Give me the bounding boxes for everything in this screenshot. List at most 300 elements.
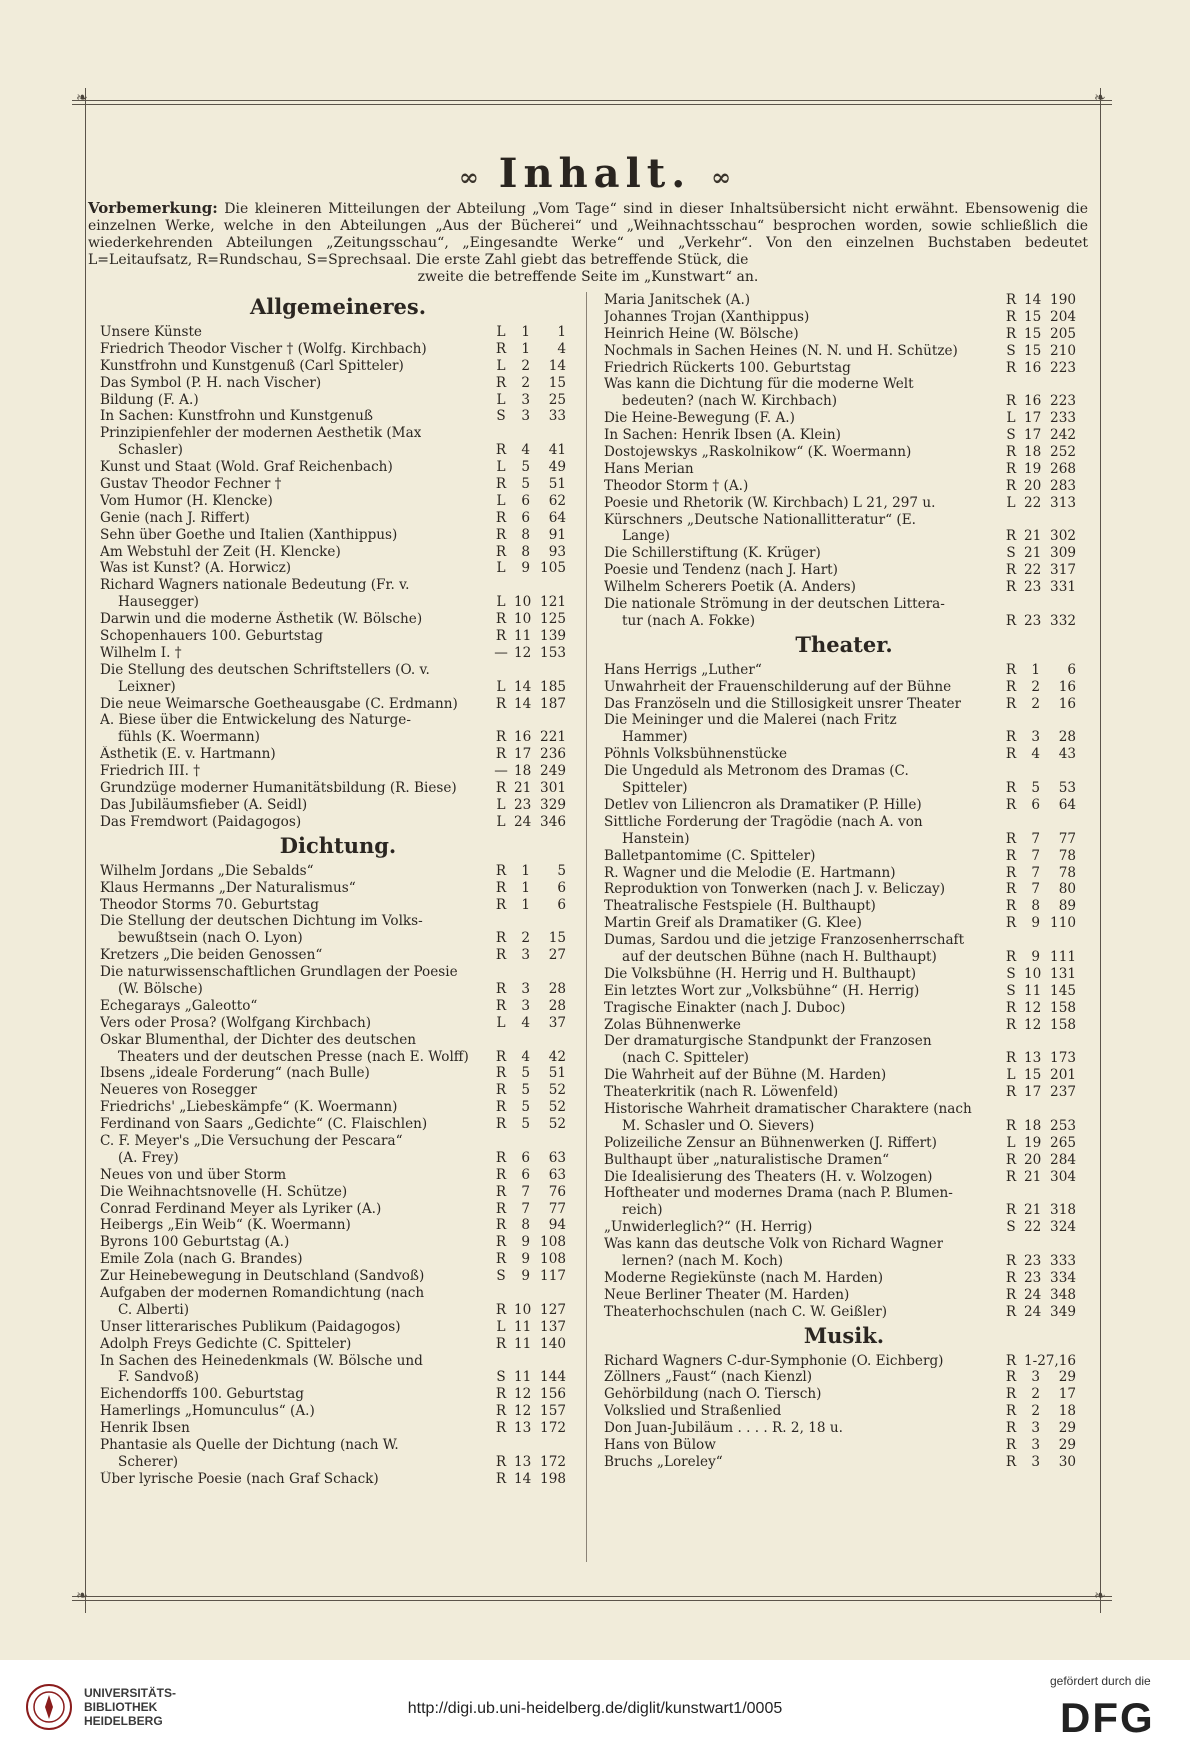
entry-title: Ferdinand von Saars „Gedichte“ (C. Flaischlen) [100,1116,428,1133]
entry-page: 94 [548,1217,566,1234]
entry-title: Eichendorffs 100. Geburtstag [100,1386,304,1403]
entry-page: 63 [548,1149,566,1166]
entry-title: Kunst und Staat (Wold. Graf Reichenbach) [100,459,393,476]
entry-issue: 10 [514,1301,532,1318]
entry-page: 77 [548,1200,566,1217]
entry-section: R [1005,477,1017,494]
entry-issue: 12 [514,1386,532,1403]
source-url[interactable]: http://digi.ub.uni-heidelberg.de/diglit/kunstwart1/0005 [407,1700,783,1717]
entry-page: 309 [1050,545,1076,562]
entry-section: — [494,763,508,780]
toc-entry [100,729,576,746]
entry-section: R [1005,729,1017,746]
section-heading: Dichtung. [279,832,397,858]
entry-page: 131 [1050,965,1076,982]
entry-title: Zur Heinebewegung in Deutschland (Sandvoß) [100,1268,425,1285]
entry-section: R [1005,695,1017,712]
entry-page: 25 [548,391,566,408]
toc-entry [100,746,576,763]
entry-issue: 3 [521,980,530,997]
entry-issue: 1 [521,896,530,913]
entry-issue: 4 [1031,746,1040,763]
institution-line: BIBLIOTHEK [84,1700,158,1714]
toc-entry [604,1287,1084,1304]
entry-issue: 3 [521,997,530,1014]
flourish-right-icon: ∞ [711,162,732,192]
toc-entry [100,1015,576,1032]
entry-section: R [495,1200,507,1217]
entry-issue: 6 [521,492,530,509]
entry-section: R [495,611,507,628]
toc-entry [604,966,1084,983]
entry-issue: 18 [1024,1117,1042,1134]
entry-issue: 13 [514,1453,532,1470]
entry-page: 268 [1050,460,1076,477]
toc-entry [604,326,1084,343]
toc-entry [604,444,1084,461]
entry-section: R [495,543,507,560]
entry-section: R [1005,292,1017,308]
entry-title: Hausegger) [118,594,199,611]
entry-title: Unsere Künste [100,324,202,340]
entry-section: R [495,1403,507,1420]
entry-issue: 5 [521,459,530,476]
entry-section: R [1005,847,1017,864]
toc-entry [604,579,1084,596]
entry-title: Dostojewskys „Raskolnikow“ (K. Woermann) [604,444,912,461]
entry-title: Bulthaupt über „naturalistische Dramen“ [604,1151,890,1168]
toc-entry [604,831,1084,848]
entry-section: R [495,695,507,712]
entry-section: R [495,780,507,797]
entry-issue: 1-2 [1024,1352,1046,1369]
toc-entry [100,1217,576,1234]
flourish-left-icon: ∞ [458,162,479,192]
entry-section: R [495,442,507,459]
toc-entry [100,1319,576,1336]
entry-page: 204 [1050,308,1076,325]
entry-section: L [496,357,506,374]
entry-title: Theodor Storm † (A.) [604,477,749,494]
entry-section: R [1005,1386,1017,1403]
entry-title: Bildung (F. A.) [100,391,199,408]
entry-section: R [495,1251,507,1268]
entry-section: L [1006,410,1016,427]
toc-entry [604,848,1084,865]
entry-issue: 2 [1031,1403,1040,1420]
entry-page: 17 [1058,1386,1076,1403]
entry-page: 6 [557,896,566,913]
entry-section: R [1005,1369,1017,1386]
entry-title: Pöhnls Volksbühnenstücke [604,746,788,763]
entry-title: Byrons 100 Geburtstag (A.) [100,1234,290,1251]
entry-title: Nochmals in Sachen Heines (N. N. und H. Schütze) [604,342,958,359]
entry-title: Spitteler) [622,780,688,797]
entry-page: 63 [548,1166,566,1183]
entry-title: lernen? (nach M. Koch) [622,1252,784,1269]
entry-title: Tragische Einakter (nach J. Duboc) [604,999,846,1016]
entry-issue: 5 [521,1082,530,1099]
entry-title: Kretzers „Die beiden Genossen“ [100,947,323,964]
entry-issue: 6 [521,509,530,526]
entry-page: 108 [540,1251,566,1268]
entry-section: L [496,560,506,577]
entry-section: R [495,947,507,964]
entry-issue: 21 [514,780,532,797]
toc-entry [604,461,1084,478]
entry-title: Aufgaben der modernen Romandichtung (nach [100,1284,425,1301]
toc-entry [100,1285,576,1302]
entry-page: 190 [1050,292,1076,308]
entry-section: R [1005,1269,1017,1286]
entry-issue: 5 [521,476,530,493]
entry-issue: 7 [521,1183,530,1200]
entry-issue: 17 [1024,410,1042,427]
entry-issue: 23 [1024,579,1042,596]
entry-page: 110 [1050,915,1076,932]
entry-issue: 15 [1024,325,1042,342]
entry-issue: 3 [1031,729,1040,746]
entry-title: Zolas Bühnenwerke [604,1016,741,1033]
entry-title: Zöllners „Faust“ (nach Kienzl) [604,1369,813,1386]
entry-title: C. F. Meyer's „Die Versuchung der Pescara“ [100,1132,403,1149]
entry-section: R [495,729,507,746]
entry-section: R [495,746,507,763]
toc-entry [100,1082,576,1099]
entry-issue: 20 [1024,1151,1042,1168]
toc-entry [604,679,1084,696]
entry-title: Neueres von Rosegger [100,1082,257,1099]
toc-entry [100,863,576,880]
entry-section: R [495,374,507,391]
entry-title: Reproduktion von Tonwerken (nach J. v. Beliczay) [604,881,946,898]
toc-entry [100,1420,576,1437]
toc-entry [100,476,576,493]
entry-title: Emile Zola (nach G. Brandes) [100,1251,303,1268]
toc-entry [100,611,576,628]
toc-entry [100,1251,576,1268]
toc-entry [100,594,576,611]
entry-title: Theatralische Festspiele (H. Bulthaupt) [604,898,876,915]
entry-page: 29 [1058,1437,1076,1453]
entry-page: 111 [1050,948,1076,965]
entry-issue: 13 [514,1420,532,1437]
toc-entry [604,376,1084,393]
entry-title: Die Idealisierung des Theaters (H. v. Wolzogen) [604,1168,933,1185]
entry-issue: 21 [1024,1202,1042,1219]
toc-entry [100,1369,576,1386]
entry-issue: 18 [1024,444,1042,461]
entry-issue: 18 [514,763,532,780]
toc-entry [604,983,1084,1000]
toc-entry [100,763,576,780]
entry-issue: 2 [521,357,530,374]
left-column [100,292,576,1488]
entry-section: L [496,1014,506,1031]
entry-title: Vers oder Prosa? (Wolfgang Kirchbach) [100,1014,372,1031]
toc-entry [100,880,576,897]
toc-entry [604,1253,1084,1270]
entry-section: R [1005,562,1017,579]
entry-title: Theaters und der deutschen Presse (nach E. Wolff) [118,1048,469,1065]
entry-title: Hamerlings „Homunculus“ (A.) [100,1403,315,1420]
entry-section: R [495,1065,507,1082]
toc-entry [100,1065,576,1082]
toc-entry [604,343,1084,360]
entry-section: R [495,879,507,896]
toc-entry [604,1169,1084,1186]
entry-issue: 6 [521,1166,530,1183]
entry-title: Unwahrheit der Frauenschilderung auf der Bühne [604,678,952,695]
toc-entry [604,746,1084,763]
entry-page: 223 [1050,359,1076,376]
entry-title: Hans Herrigs „Luther“ [604,661,762,678]
toc-entry [604,932,1084,949]
entry-page: 121 [540,594,566,611]
entry-title: Richard Wagners C-dur-Symphonie (O. Eichberg) [604,1352,944,1369]
entry-page: 80 [1058,881,1076,898]
toc-entry [100,913,576,930]
toc-entry [604,1017,1084,1034]
entry-title: Adolph Freys Gedichte (C. Spitteler) [100,1335,352,1352]
entry-title: Heibergs „Ein Weib“ (K. Woermann) [100,1217,351,1234]
entry-section: S [1006,342,1016,359]
entry-issue: 16 [1024,393,1042,410]
toc-entry [604,1270,1084,1287]
entry-title: Prinzipienfehler der modernen Aesthetik (Max [100,425,422,442]
entry-page: 252 [1050,444,1076,461]
entry-section: R [495,526,507,543]
toc-entry [604,662,1084,679]
entry-section: R [1005,864,1017,881]
entry-issue: 5 [1031,780,1040,797]
section-heading: Theater. [795,631,893,657]
entry-page: 62 [548,492,566,509]
entry-page: 41 [548,442,566,459]
entry-issue: 21 [1024,1168,1042,1185]
entry-page: 158 [1050,1016,1076,1033]
entry-page: 127 [540,1301,566,1318]
entry-title: Echegarays „Galeotto“ [100,997,258,1014]
entry-title: Theodor Storms 70. Geburtstag [100,896,319,913]
toc-entry [100,1268,576,1285]
toc-entry [604,1236,1084,1253]
entry-page: 5 [557,862,566,879]
toc-entry [604,1403,1084,1420]
toc-entry [100,375,576,392]
entry-section: R [495,1453,507,1470]
entry-title: Neue Berliner Theater (M. Harden) [604,1286,850,1303]
entry-issue: 10 [1024,965,1042,982]
entry-title: Poesie und Rhetorik (W. Kirchbach) L 21, 297 u. [604,494,936,511]
entry-page: 108 [540,1234,566,1251]
entry-page: 265 [1050,1134,1076,1151]
toc-entry [100,981,576,998]
entry-issue: 21 [1024,528,1042,545]
entry-title: bewußtsein (nach O. Lyon) [118,930,303,947]
entry-page: 284 [1050,1151,1076,1168]
entry-issue: 7 [1031,881,1040,898]
entry-section: R [495,1217,507,1234]
entry-section: R [1005,780,1017,797]
entry-section: R [1005,325,1017,342]
entry-title: Am Webstuhl der Zeit (H. Klencke) [100,543,341,560]
entry-title: Ästhetik (E. v. Hartmann) [100,746,276,763]
toc-entry [100,1471,576,1488]
entry-title: Die nationale Strömung in der deutschen Littera- [604,596,945,613]
entry-title: Bruchs „Loreley“ [604,1453,723,1470]
entry-title: Klaus Hermanns „Der Naturalismus“ [100,879,356,896]
toc-entry [604,1118,1084,1135]
entry-section: L [496,391,506,408]
entry-title: Darwin und die moderne Ästhetik (W. Bölsche) [100,611,423,628]
entry-page: 144 [540,1369,566,1386]
toc-entry [100,780,576,797]
entry-issue: 12 [1024,1016,1042,1033]
entry-issue: 3 [1031,1369,1040,1386]
entry-title: Volkslied und Straßenlied [604,1403,782,1420]
corner-ornament-icon: ❧ [76,1588,88,1604]
toc-entry [604,1101,1084,1118]
entry-title: Grundzüge moderner Humanitätsbildung (R. Biese) [100,780,457,797]
entry-issue: 10 [514,594,532,611]
entry-page: 348 [1050,1286,1076,1303]
toc-entry [604,512,1084,529]
entry-title: Scherer) [118,1453,179,1470]
entry-title: Ein letztes Wort zur „Volksbühne“ (H. Herrig) [604,982,920,999]
toc-entry [604,478,1084,495]
section-heading: Musik. [803,1322,885,1348]
entry-title: Theaterhochschulen (nach C. W. Geißler) [604,1303,888,1320]
entry-issue: 17 [1024,427,1042,444]
entry-title: Theaterkritik (nach R. Löwenfeld) [604,1084,839,1101]
entry-page: 242 [1050,427,1076,444]
toc-entry [604,1369,1084,1386]
entry-section: R [1005,1016,1017,1033]
entry-section: R [1005,881,1017,898]
entry-title: Wilhelm I. † [100,644,182,661]
toc-entry [604,1454,1084,1471]
entry-title: Die Ungeduld als Metronom des Dramas (C. [604,763,909,780]
entry-title: fühls (K. Woermann) [118,729,260,746]
entry-title: Neues von und über Storm [100,1166,287,1183]
page-title-text: Inhalt. [498,150,692,197]
entry-issue: 1 [521,879,530,896]
corner-ornament-icon: ❧ [1094,90,1106,106]
corner-ornament-icon: ❧ [76,90,88,106]
entry-issue: 21 [1024,545,1042,562]
entry-issue: 1 [1031,661,1040,678]
entry-title: Kunstfrohn und Kunstgenuß (Carl Spitteler) [100,357,404,374]
entry-issue: 7 [1031,830,1040,847]
entry-issue: 4 [521,1014,530,1031]
toc-entry [604,545,1084,562]
entry-page: 253 [1050,1117,1076,1134]
entry-page: 78 [1058,864,1076,881]
toc-entry [604,780,1084,797]
toc-entry [100,341,576,358]
toc-entry [100,1336,576,1353]
toc-entry [604,1135,1084,1152]
entry-page: 318 [1050,1202,1076,1219]
entry-page: 139 [540,628,566,645]
toc-entry [604,814,1084,831]
frame-line-right [1100,88,1101,1613]
entry-issue: 7 [1031,847,1040,864]
toc-entry [100,493,576,510]
entry-page: 77 [1058,830,1076,847]
entry-title: Friedrich III. † [100,763,201,780]
entry-page: 52 [548,1116,566,1133]
toc-entry [604,1067,1084,1084]
entry-title: In Sachen: Kunstfrohn und Kunstgenuß [100,408,373,425]
entry-page: 313 [1050,494,1076,511]
entry-section: R [1005,1403,1017,1420]
entry-issue: 23 [1024,1252,1042,1269]
entry-issue: 1 [521,340,530,357]
entry-section: R [495,1234,507,1251]
entry-page: 236 [540,746,566,763]
entry-page: 210 [1050,342,1076,359]
entry-title: Detlev von Liliencron als Dramatiker (P. Hille) [604,796,922,813]
entry-title: Friedrich Theodor Vischer † (Wolfg. Kirchbach) [100,340,427,357]
entry-section: L [1006,494,1016,511]
entry-section: R [495,1386,507,1403]
entry-title: Schasler) [118,442,183,459]
toc-entry [100,425,576,442]
entry-title: Conrad Ferdinand Meyer als Lyriker (A.) [100,1200,382,1217]
entry-title: (W. Bölsche) [118,980,203,997]
entry-title: Moderne Regiekünste (nach M. Harden) [604,1269,884,1286]
frame-line-top [72,100,1112,101]
entry-section: S [1006,982,1016,999]
entry-section: R [1005,830,1017,847]
entry-issue: 15 [1024,1067,1042,1084]
entry-title: R. Wagner und die Melodie (E. Hartmann) [604,864,896,881]
entry-section: L [496,813,506,830]
entry-section: R [495,862,507,879]
entry-issue: 9 [521,1251,530,1268]
entry-page: 140 [540,1335,566,1352]
entry-page: 15 [548,930,566,947]
entry-section: S [1006,1219,1016,1236]
entry-title: Ibsens „ideale Forderung“ (nach Bulle) [100,1065,370,1082]
entry-title: Schopenhauers 100. Geburtstag [100,628,323,645]
entry-section: S [1006,965,1016,982]
entry-title: Die Schillerstiftung (K. Krüger) [604,545,821,562]
entry-issue: 8 [521,1217,530,1234]
entry-issue: 12 [514,1403,532,1420]
toc-entry [604,1437,1084,1454]
entry-issue: 24 [1024,1286,1042,1303]
entry-page: 43 [1058,746,1076,763]
entry-title: Die Weihnachtsnovelle (H. Schütze) [100,1183,348,1200]
toc-entry [100,1353,576,1370]
toc-entry [604,865,1084,882]
entry-page: 16 [1058,678,1076,695]
entry-issue: 14 [514,678,532,695]
toc-entry [100,1049,576,1066]
entry-section: L [1006,1067,1016,1084]
entry-title: F. Sandvoß) [118,1369,200,1386]
toc-entry [604,1152,1084,1169]
entry-page: 332 [1050,612,1076,629]
entry-title: Das Jubiläumsfieber (A. Seidl) [100,796,308,813]
entry-title: Die neue Weimarsche Goetheausgabe (C. Erdmann) [100,695,458,712]
entry-issue: 22 [1024,494,1042,511]
entry-section: L [1006,1134,1016,1151]
toc-entry [100,797,576,814]
